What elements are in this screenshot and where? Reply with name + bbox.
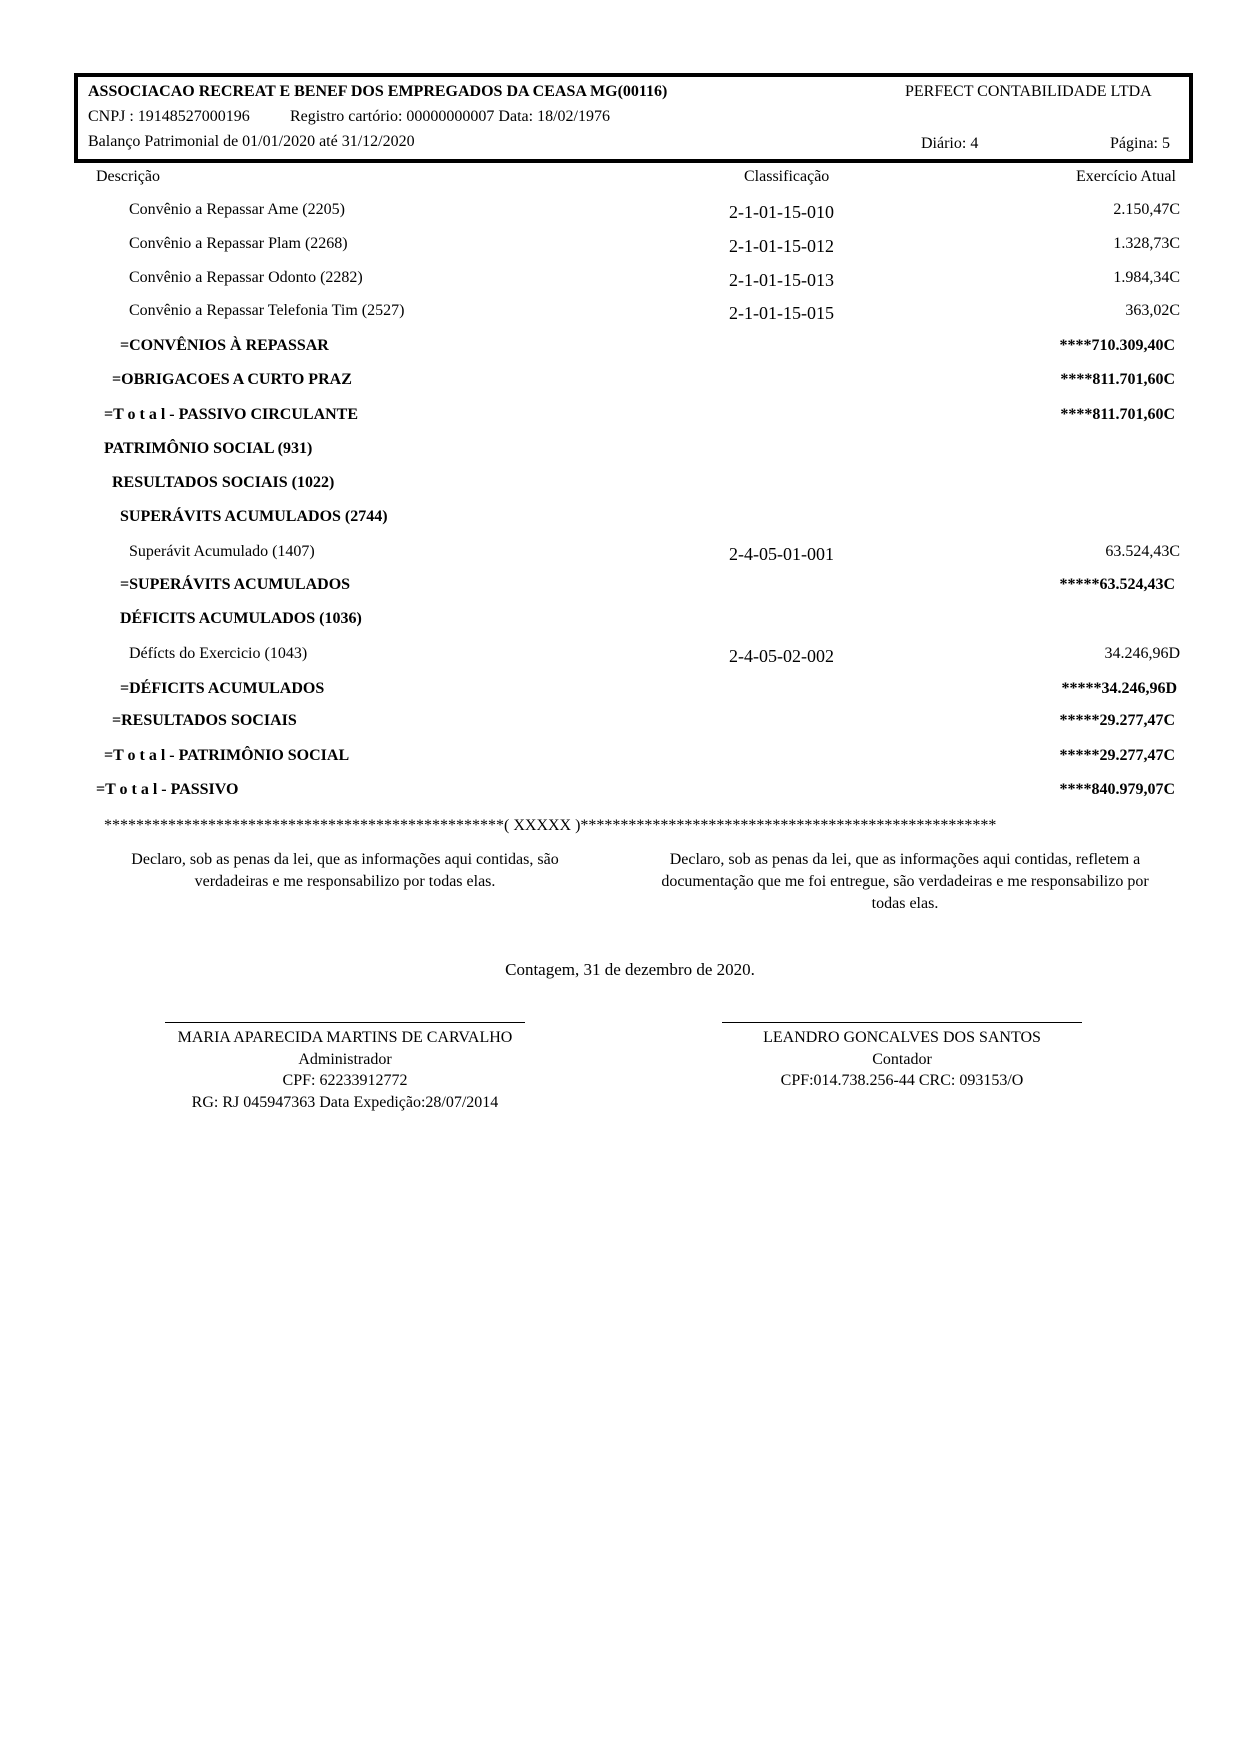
total-value: ****811.701,60C <box>1060 406 1175 423</box>
row-code: 2-1-01-15-015 <box>729 303 834 323</box>
group-heading: PATRIMÔNIO SOCIAL (931) <box>104 440 313 457</box>
diario-number: Diário: 4 <box>921 135 979 152</box>
row-value: 1.984,34C <box>1113 269 1180 286</box>
page-number: Página: 5 <box>1110 135 1170 152</box>
row-value: 363,02C <box>1125 302 1180 319</box>
row-value: 1.328,73C <box>1113 235 1180 252</box>
column-current-year: Exercício Atual <box>1076 168 1176 185</box>
declaration-right: Declaro, sob as penas da lei, que as informações aqui contidas, refletem a documentação que me foi entregue, são verdadeiras e me responsabilizo por todas elas. <box>661 851 1149 912</box>
row-code: 2-4-05-02-002 <box>729 646 834 666</box>
report-period: Balanço Patrimonial de 01/01/2020 até 31/12/2020 <box>88 133 415 150</box>
row-value: 34.246,96D <box>1104 645 1180 662</box>
row-desc: Convênio a Repassar Telefonia Tim (2527) <box>129 302 405 319</box>
subtotal-desc: =RESULTADOS SOCIAIS <box>112 712 297 729</box>
row-desc: Convênio a Repassar Plam (2268) <box>129 235 348 252</box>
row-desc: Convênio a Repassar Ame (2205) <box>129 201 345 218</box>
group-heading: RESULTADOS SOCIAIS (1022) <box>112 474 335 491</box>
subtotal-value: *****63.524,43C <box>1059 576 1175 593</box>
signatory-left-name: MARIA APARECIDA MARTINS DE CARVALHO <box>177 1029 513 1046</box>
accounting-firm: PERFECT CONTABILIDADE LTDA <box>905 83 1152 100</box>
registry-info: Registro cartório: 00000000007 Data: 18/02/1976 <box>290 108 610 125</box>
row-code: 2-1-01-15-010 <box>729 202 834 222</box>
column-description: Descrição <box>96 168 160 185</box>
subtotal-desc: =OBRIGACOES A CURTO PRAZ <box>112 371 352 388</box>
cnpj: CNPJ : 19148527000196 <box>88 108 250 125</box>
total-desc: =T o t a l - PASSIVO CIRCULANTE <box>104 406 359 423</box>
group-heading: SUPERÁVITS ACUMULADOS (2744) <box>120 508 388 525</box>
row-code: 2-4-05-01-001 <box>729 544 834 564</box>
group-heading: DÉFICITS ACUMULADOS (1036) <box>120 610 362 627</box>
signature-line-left <box>165 1022 525 1023</box>
total-value: *****29.277,47C <box>1059 747 1175 764</box>
subtotal-desc: =DÉFICITS ACUMULADOS <box>120 680 325 697</box>
row-code: 2-1-01-15-013 <box>729 270 834 290</box>
signatory-left-role: Administrador <box>298 1051 392 1068</box>
signatory-left-cpf: CPF: 62233912772 <box>282 1072 408 1089</box>
subtotal-desc: =SUPERÁVITS ACUMULADOS <box>120 576 351 593</box>
subtotal-desc: =CONVÊNIOS À REPASSAR <box>120 337 329 354</box>
row-value: 63.524,43C <box>1105 543 1180 560</box>
signatory-left-rg: RG: RJ 045947363 Data Expedição:28/07/2014 <box>191 1094 499 1111</box>
grand-total-value: ****840.979,07C <box>1059 781 1175 798</box>
column-classification: Classificação <box>744 168 830 185</box>
subtotal-value: *****29.277,47C <box>1059 712 1175 729</box>
subtotal-value: *****34.246,96D <box>1061 680 1177 697</box>
declaration-left: Declaro, sob as penas da lei, que as informações aqui contidas, são verdadeiras e me responsabilizo por todas elas. <box>131 851 559 890</box>
row-desc: Convênio a Repassar Odonto (2282) <box>129 269 363 286</box>
company-name: ASSOCIACAO RECREAT E BENEF DOS EMPREGADOS DA CEASA MG(00116) <box>88 83 668 100</box>
signatory-right-ids: CPF:014.738.256-44 CRC: 093153/O <box>780 1072 1024 1089</box>
row-desc: Défícts do Exercicio (1043) <box>129 645 308 662</box>
row-value: 2.150,47C <box>1113 201 1180 218</box>
signature-line-right <box>722 1022 1082 1023</box>
signatory-right-name: LEANDRO GONCALVES DOS SANTOS <box>763 1029 1041 1046</box>
row-code: 2-1-01-15-012 <box>729 236 834 256</box>
total-desc: =T o t a l - PATRIMÔNIO SOCIAL <box>104 747 350 764</box>
subtotal-value: ****811.701,60C <box>1060 371 1175 388</box>
grand-total-desc: =T o t a l - PASSIVO <box>96 781 239 798</box>
row-desc: Superávit Acumulado (1407) <box>129 543 315 560</box>
asterisk-separator: **************************************************( XXXXX )**************************************************** <box>104 817 997 834</box>
place-date: Contagem, 31 de dezembro de 2020. <box>505 960 755 979</box>
signatory-right-role: Contador <box>872 1051 932 1068</box>
subtotal-value: ****710.309,40C <box>1059 337 1175 354</box>
